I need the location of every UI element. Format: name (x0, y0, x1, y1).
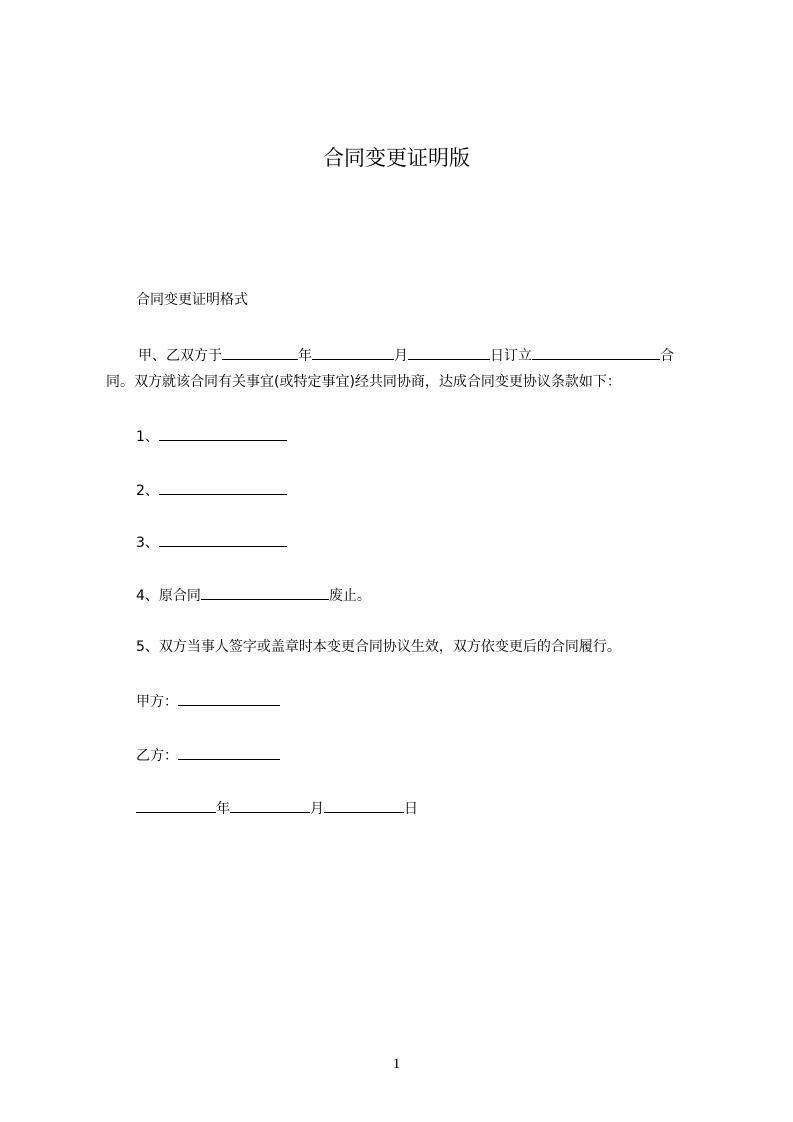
party-b-signature (136, 744, 280, 766)
clause-1-label: 1、 (136, 429, 159, 445)
clause-2-label: 2、 (136, 483, 159, 499)
clause-4-suffix: 废止。 (328, 588, 371, 604)
clause-4-prefix: 4、原合同 (136, 588, 201, 604)
intro-month-label: 月 (394, 348, 408, 364)
party-b-blank[interactable] (178, 744, 280, 760)
clause-5: 5、双方当事人签字或盖章时本变更合同协议生效，双方依变更后的合同履行。 (136, 639, 621, 655)
subtitle: 合同变更证明格式 (136, 292, 248, 308)
sign-month-blank[interactable] (230, 797, 310, 813)
intro-day-sign-label: 日订立 (490, 348, 532, 364)
clause-2-blank[interactable] (159, 479, 287, 495)
intro-year-label: 年 (298, 348, 312, 364)
clause-4 (136, 584, 371, 606)
page-title: 合同变更证明版 (323, 146, 470, 170)
page-number: 1 (392, 1056, 401, 1072)
clause-2 (136, 479, 287, 501)
contract-name-blank[interactable] (532, 344, 660, 360)
party-a-signature (136, 690, 280, 712)
intro-line-2: 同。双方就该合同有关事宜(或特定事宜)经共同协商，达成合同变更协议条款如下： (106, 374, 621, 390)
party-a-label: 甲方： (136, 694, 178, 710)
sign-year-blank[interactable] (136, 797, 216, 813)
intro-party-prefix: 甲、乙双方于 (138, 348, 222, 364)
sign-month-label: 月 (310, 801, 324, 817)
party-b-label: 乙方： (136, 748, 178, 764)
intro-line-1 (138, 344, 674, 366)
month-blank[interactable] (312, 344, 394, 360)
day-blank[interactable] (408, 344, 490, 360)
clause-3-blank[interactable] (159, 531, 287, 547)
clause-1-blank[interactable] (159, 425, 287, 441)
intro-contract-end: 合 (660, 348, 674, 364)
clause-3 (136, 531, 287, 553)
sign-year-label: 年 (216, 801, 230, 817)
sign-day-label: 日 (404, 801, 418, 817)
clause-1 (136, 425, 287, 447)
year-blank[interactable] (222, 344, 298, 360)
clause-3-label: 3、 (136, 535, 159, 551)
sign-date (136, 797, 418, 819)
party-a-blank[interactable] (178, 690, 280, 706)
sign-day-blank[interactable] (324, 797, 404, 813)
clause-4-blank[interactable] (201, 584, 329, 600)
